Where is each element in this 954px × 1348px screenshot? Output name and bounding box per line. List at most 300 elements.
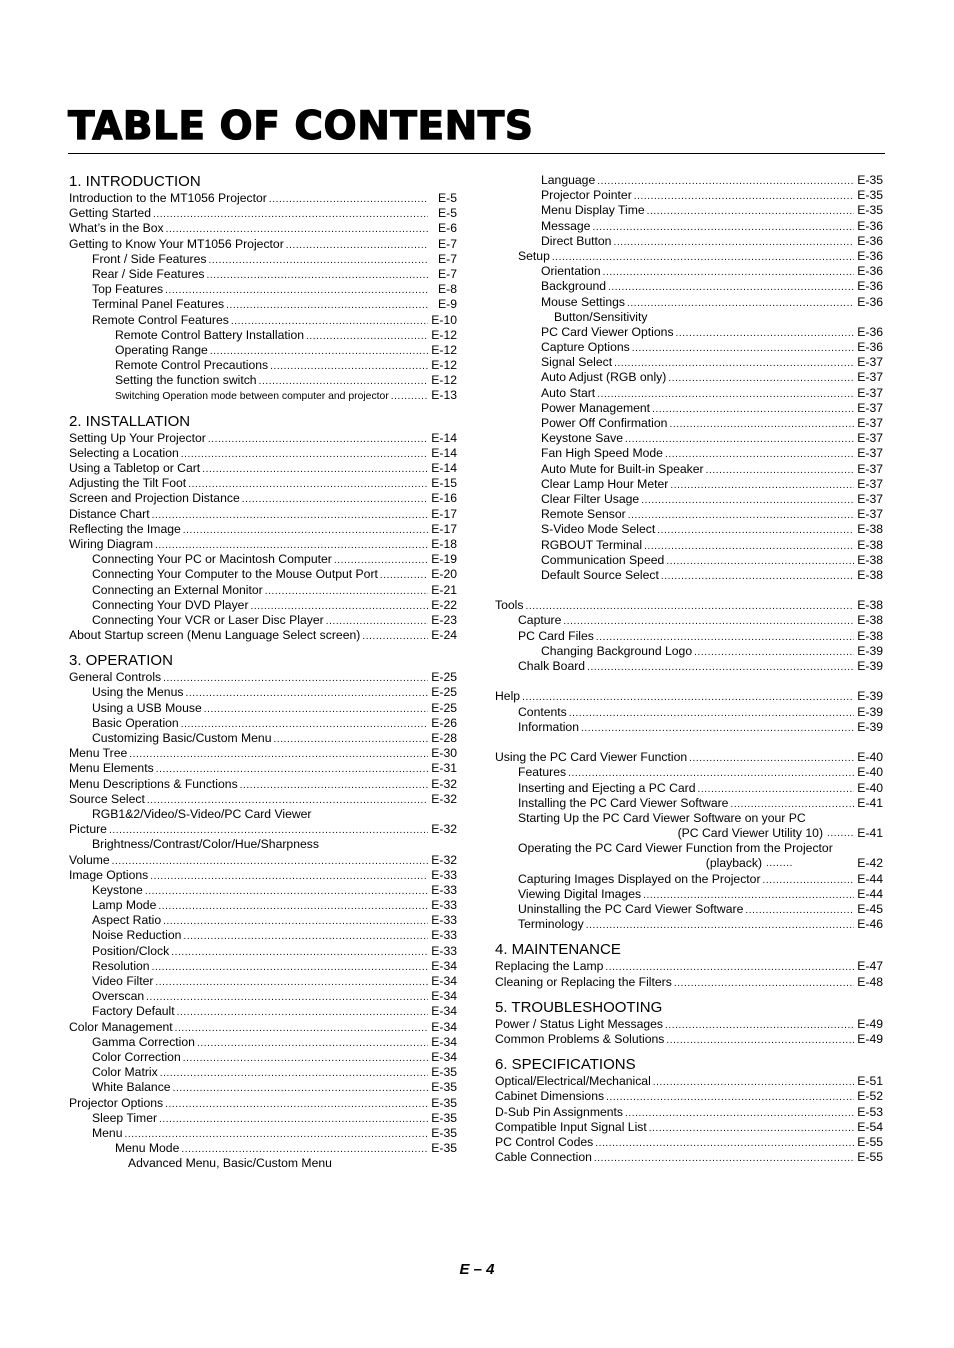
toc-entry[interactable] [69,267,457,282]
toc-entry[interactable] [495,1074,883,1089]
toc-entry[interactable] [495,492,883,507]
toc-leader-dots [522,690,854,705]
toc-entry-page: E-25 [431,685,457,700]
toc-entry[interactable] [495,295,883,310]
toc-leader-dots [334,553,428,568]
toc-entry-title: Color Matrix [92,1065,158,1080]
toc-entry[interactable] [69,928,457,943]
toc-entry-page: E-51 [857,1074,883,1089]
toc-leader-dots [231,314,428,329]
toc-leader-dots [159,1112,428,1127]
toc-entry[interactable] [495,765,883,780]
toc-entry[interactable] [495,325,883,340]
toc-leader-dots [204,702,428,717]
toc-entry-page: E-34 [431,1049,457,1064]
toc-leader-dots [112,854,428,869]
toc-entry-page: E-7 [438,236,457,251]
toc-continuation-line: Operating the PC Card Viewer Function from the Projector [518,841,833,856]
toc-entry-title: Uninstalling the PC Card Viewer Software [518,902,744,916]
toc-entry-title: Chalk Board [518,659,586,673]
toc-entry[interactable] [69,716,457,731]
toc-entry-page: E-52 [857,1089,883,1104]
toc-leader-dots [649,1121,854,1136]
toc-leader-dots [259,374,428,389]
toc-entry-page: E-38 [857,598,883,613]
toc-entry[interactable] [69,1035,457,1050]
toc-leader-dots [165,1097,428,1112]
toc-entry-page: E-33 [431,867,457,882]
toc-entry-title: Connecting Your PC or Macintosh Computer [92,552,332,567]
toc-leader-dots [125,1127,429,1142]
toc-leader-dots [608,280,854,295]
toc-entry[interactable] [495,1017,883,1032]
toc-entry[interactable] [69,206,457,221]
toc-leader-dots [669,417,854,432]
toc-entry-page: E-37 [857,416,883,430]
toc-entry[interactable] [495,598,883,613]
toc-entry-page: E-36 [857,218,883,233]
toc-entry[interactable] [495,355,883,370]
toc-entry[interactable] [69,237,457,252]
toc-entry-title: Projector Options [69,1095,164,1110]
toc-entry-title: Keystone [92,882,143,897]
toc-entry-page: E-34 [431,1034,457,1049]
toc-entry[interactable] [495,431,883,446]
toc-entry[interactable] [495,234,883,249]
toc-entry[interactable] [69,959,457,974]
toc-leader-dots [391,389,428,404]
toc-entry[interactable] [495,477,883,492]
toc-entry-title: Power Management [541,400,651,415]
toc-entry[interactable] [69,313,457,328]
toc-entry-title: Gamma Correction [92,1034,195,1049]
toc-entry-page: E-33 [431,943,457,958]
toc-entry[interactable] [69,358,457,373]
toc-entry-title: Switching Operation mode between computer and projector [115,391,389,403]
toc-entry-title: Selecting a Location [69,445,179,460]
toc-leader-dots [605,960,854,975]
toc-entry-page: E-12 [431,342,457,357]
toc-entry[interactable] [69,685,457,700]
toc-entry-page: E-34 [431,974,457,988]
toc-entry[interactable] [495,659,883,674]
toc-entry[interactable] [495,462,883,477]
toc-entry[interactable] [69,1111,457,1126]
toc-entry[interactable] [495,446,883,461]
toc-entry-page: E-40 [857,780,883,795]
toc-entry-title: Fan High Speed Mode [541,446,663,461]
toc-entry-title: Terminal Panel Features [92,297,225,312]
toc-leader-dots [569,706,854,721]
toc-leader-dots [197,1036,428,1051]
toc-entry[interactable] [69,431,457,446]
toc-entry[interactable] [495,568,883,583]
section-spacer [495,735,883,750]
toc-entry[interactable] [69,583,457,598]
toc-entry-title: Connecting Your VCR or Laser Disc Player [92,612,324,627]
toc-entry[interactable] [69,252,457,267]
toc-entry-title: Menu Elements [69,761,154,776]
toc-entry[interactable] [69,507,457,522]
toc-entry-title: Auto Start [541,385,596,400]
toc-entry[interactable] [495,507,883,522]
toc-entry-title: Setup [518,248,550,263]
toc-entry-page: E-30 [431,746,457,761]
toc-entry-title: Information [518,719,579,734]
toc-entry[interactable] [495,386,883,401]
toc-entry[interactable] [69,328,457,343]
toc-entry-page: E-55 [857,1150,883,1165]
toc-entry[interactable] [69,343,457,358]
toc-leader-dots [152,960,428,975]
toc-entry[interactable] [69,1141,457,1156]
toc-leader-dots [251,599,429,614]
title-divider [68,153,885,154]
toc-entry-page: E-35 [857,203,883,218]
toc-leader-dots [177,1005,428,1020]
toc-leader-dots [627,296,854,311]
toc-entry[interactable] [495,887,883,902]
toc-entry-page: E-44 [857,871,883,886]
toc-entry[interactable] [69,1065,457,1080]
toc-leader-dots [380,568,428,583]
toc-entry-title: Front / Side Features [92,251,207,266]
toc-leader-dots [210,344,428,359]
toc-entry[interactable] [495,416,883,431]
toc-entry[interactable] [69,1126,457,1141]
toc-entry[interactable] [495,370,883,385]
toc-entry[interactable] [495,1135,883,1150]
toc-entry-page: E-38 [857,567,883,582]
section-spacer [495,583,883,598]
toc-entry-title: Factory Default [92,1004,175,1019]
toc-entry[interactable] [495,613,883,628]
toc-entry[interactable] [69,628,457,643]
toc-leader-dots [666,1033,854,1048]
toc-entry-page: E-37 [857,461,883,476]
toc-entry-title: Orientation [541,264,601,279]
toc-entry-title: Connecting an External Monitor [92,582,263,597]
toc-entry-title: Remote Control Battery Installation [115,327,304,342]
toc-entry-page: E-14 [431,445,457,460]
section-spacer [495,674,883,689]
toc-entry-page: E-32 [431,776,457,791]
toc-entry-page: E-6 [438,221,457,236]
toc-entry[interactable] [69,989,457,1004]
toc-entry[interactable] [495,553,883,568]
toc-entry[interactable] [495,173,883,188]
toc-leader-dots [270,359,428,374]
toc-entry-title: Setting Up Your Projector [69,430,206,445]
toc-entry[interactable] [69,944,457,959]
toc-leader-dots [730,797,854,812]
toc-leader-dots [706,463,854,478]
toc-continuation-entry[interactable] [495,826,883,841]
toc-entry-title: Language [541,173,596,187]
toc-leader-dots [185,686,428,701]
toc-continuation-line: Advanced Menu, Basic/Custom Menu [128,1156,332,1171]
toc-entry-title: Distance Chart [69,506,150,521]
toc-entry[interactable] [69,868,457,883]
toc-entry-page: E-9 [438,297,457,312]
toc-entry-title: Installing the PC Card Viewer Software [518,795,729,810]
toc-leader-dots [614,356,854,371]
toc-continuation-line: Brightness/Contrast/Color/Hue/Sharpness [92,837,319,852]
toc-entry[interactable] [69,883,457,898]
toc-leader-dots [274,732,429,747]
toc-entry-title: Getting Started [69,206,151,221]
toc-leader-dots [188,477,428,492]
toc-entry-page: E-7 [438,266,457,281]
toc-leader-dots [552,250,854,265]
toc-entry-title: What’s in the Box [69,221,164,236]
toc-leader-dots [665,1018,854,1033]
toc-entry-title: Position/Clock [92,943,170,958]
toc-leader-dots [163,671,428,686]
toc-entry[interactable] [69,746,457,761]
toc-entry-page: E-36 [857,233,883,248]
toc-leader-dots [632,341,854,356]
toc-leader-dots [597,387,854,402]
toc-entry-title: Auto Mute for Built-in Speaker [541,461,704,476]
toc-entry-title: Features [518,765,567,780]
toc-entry[interactable] [69,598,457,613]
toc-entry[interactable] [495,1150,883,1165]
toc-leader-dots [202,462,428,477]
toc-leader-dots [183,523,428,538]
toc-entry-title: Connecting Your Computer to the Mouse Output Port [92,567,378,582]
toc-leader-dots [694,645,854,660]
toc-entry[interactable] [495,629,883,644]
toc-entry[interactable] [69,388,457,403]
toc-entry-title: White Balance [92,1080,171,1095]
toc-entry-page: E-48 [857,974,883,989]
toc-entry-title: Mouse Settings [541,294,626,309]
toc-entry-page: E-39 [857,704,883,719]
toc-entry-page: E-18 [431,536,457,551]
toc-continuation-entry[interactable] [495,856,883,871]
toc-entry[interactable] [69,491,457,506]
toc-entry-title: Menu Mode [115,1141,180,1156]
toc-entry-page: E-38 [857,628,883,643]
toc-entry[interactable] [69,1080,457,1095]
toc-entry-page: E-35 [431,1125,457,1140]
toc-entry[interactable] [69,731,457,746]
toc-entry-page: E-34 [431,958,457,973]
toc-entry[interactable] [495,1120,883,1135]
toc-entry[interactable] [69,613,457,628]
toc-entry-page: E-12 [431,327,457,342]
toc-leader-dots [568,766,854,781]
toc-entry[interactable] [69,1096,457,1111]
page-title: TABLE OF CONTENTS [68,104,534,149]
toc-leader-dots [155,538,428,553]
toc-entry[interactable] [495,705,883,720]
toc-entry-page: E-49 [857,1031,883,1046]
toc-entry[interactable] [69,446,457,461]
toc-leader-dots [597,174,854,189]
toc-entry[interactable] [495,1105,883,1120]
toc-entry-title: Setting the function switch [115,373,257,388]
toc-entry[interactable] [495,249,883,264]
toc-entry-page: E-36 [857,248,883,263]
toc-entry[interactable] [69,221,457,236]
toc-leader-dots [628,508,854,523]
toc-leader-dots [606,1090,854,1105]
toc-entry[interactable] [69,761,457,776]
toc-entry[interactable] [69,777,457,792]
toc-entry[interactable] [495,781,883,796]
toc-entry-page: E-24 [431,628,457,643]
toc-entry[interactable] [69,567,457,582]
toc-entry-title: Image Options [69,867,149,882]
toc-entry-title: Default Source Select [541,567,659,582]
toc-entry-title: Resolution [92,958,150,973]
toc-entry-title: Screen and Projection Distance [69,491,240,506]
toc-entry-page: E-37 [857,370,883,385]
toc-leader-dots [242,492,428,507]
toc-entry[interactable] [495,1089,883,1104]
toc-entry-page: E-5 [438,191,457,205]
toc-entry[interactable] [69,461,457,476]
toc-leader-dots [689,751,854,766]
toc-entry[interactable] [495,219,883,234]
toc-entry[interactable] [495,264,883,279]
toc-entry-title: Connecting Your DVD Player [92,597,249,612]
toc-leader-dots [146,990,428,1005]
toc-entry-title: Common Problems & Solutions [495,1031,665,1046]
toc-entry-page: E-16 [431,491,457,506]
toc-entry-title: RGBOUT Terminal [541,537,643,552]
toc-entry-page: E-28 [431,731,457,745]
toc-entry-page: E-7 [438,251,457,266]
toc-entry[interactable] [495,750,883,765]
toc-entry[interactable] [69,476,457,491]
toc-entry[interactable] [69,552,457,567]
toc-entry[interactable] [495,720,883,735]
toc-entry-title: Remote Control Precautions [115,358,269,373]
toc-entry-title: Terminology [518,917,584,932]
toc-entry[interactable] [495,959,883,974]
toc-entry[interactable] [69,898,457,913]
toc-entry-title: Capture Options [541,340,630,355]
toc-entry[interactable] [495,975,883,990]
toc-entry[interactable] [495,902,883,917]
toc-leader-dots [306,329,428,344]
toc-entry[interactable] [495,644,883,659]
section-heading: 3. OPERATION [69,652,173,670]
toc-entry[interactable] [495,1032,883,1047]
toc-entry[interactable] [495,279,883,294]
toc-entry-page: E-22 [431,597,457,612]
toc-leader-dots [150,869,428,884]
toc-leader-dots [525,599,854,614]
toc-entry-page: E-37 [857,491,883,506]
toc-entry-page: E-14 [431,461,457,475]
toc-entry-title: Projector Pointer [541,188,632,203]
toc-entry[interactable] [495,203,883,218]
toc-entry[interactable] [69,537,457,552]
toc-entry-title: Operating Range [115,342,208,357]
toc-entry-page: E-19 [431,552,457,567]
toc-entry[interactable] [495,188,883,203]
toc-entry[interactable] [495,872,883,887]
toc-entry[interactable] [69,191,457,206]
toc-entry[interactable] [495,796,883,811]
toc-entry[interactable] [69,522,457,537]
toc-entry[interactable] [69,1020,457,1035]
toc-leader-dots [160,1066,428,1081]
toc-entry-title: Menu Tree [69,746,128,761]
toc-entry[interactable] [69,913,457,928]
section-heading: 5. TROUBLESHOOTING [495,998,663,1016]
toc-continuation-line: RGB1&2/Video/S-Video/PC Card Viewer [92,806,312,821]
toc-entry[interactable] [69,373,457,388]
toc-entry-page: E-25 [431,700,457,715]
toc-entry-title: Top Features [92,282,164,297]
toc-entry-page: E-36 [857,340,883,355]
toc-leader-dots [625,432,854,447]
toc-right-column [495,173,883,1165]
toc-leader-dots [581,721,854,736]
toc-entry[interactable] [69,282,457,297]
toc-entry-title: Video Filter [92,974,154,988]
toc-entry-page: E-45 [857,902,883,916]
toc-entry[interactable] [69,822,457,837]
toc-entry[interactable] [495,522,883,537]
toc-entry[interactable] [69,853,457,868]
toc-entry[interactable] [69,1004,457,1019]
toc-entry-title: Reflecting the Image [69,521,181,536]
toc-entry-title: General Controls [69,670,162,685]
toc-continuation-line: Starting Up the PC Card Viewer Software on your PC [518,810,806,825]
toc-entry-page: E-36 [857,294,883,309]
toc-leader-dots [763,873,854,888]
toc-entry[interactable] [495,538,883,553]
toc-leader-dots [147,793,428,808]
toc-entry[interactable] [69,792,457,807]
toc-entry-page: E-38 [857,522,883,537]
toc-leader-dots [165,283,428,298]
toc-entry[interactable] [495,689,883,704]
toc-entry[interactable] [69,701,457,716]
toc-entry[interactable] [495,917,883,932]
toc-leader-dots [592,220,854,235]
toc-leader-dots [183,929,428,944]
toc-entry[interactable] [69,670,457,685]
toc-entry[interactable] [495,340,883,355]
toc-entry-title: Using a USB Mouse [92,700,202,715]
toc-entry[interactable] [69,297,457,312]
toc-entry-title: Message [541,218,591,233]
toc-continuation-line: Button/Sensitivity [554,309,648,324]
toc-entry-title: Replacing the Lamp [495,959,604,974]
toc-entry-page: E-39 [857,643,883,658]
toc-entry-page: E-20 [431,567,457,582]
toc-entry-page: E-37 [857,476,883,491]
toc-entry-page: E-37 [857,507,883,522]
toc-entry-title: Color Management [69,1019,173,1034]
toc-entry-title: Overscan [92,989,145,1004]
toc-entry[interactable] [69,974,457,989]
toc-entry-title: Menu Display Time [541,203,645,218]
toc-entry-page: E-44 [857,886,883,901]
toc-entry[interactable] [495,401,883,416]
toc-entry-page: E-32 [431,791,457,806]
toc-entry[interactable] [69,1050,457,1065]
toc-entry-page: E-36 [857,264,883,279]
toc-entry-title: Using a Tabletop or Cart [69,461,201,475]
